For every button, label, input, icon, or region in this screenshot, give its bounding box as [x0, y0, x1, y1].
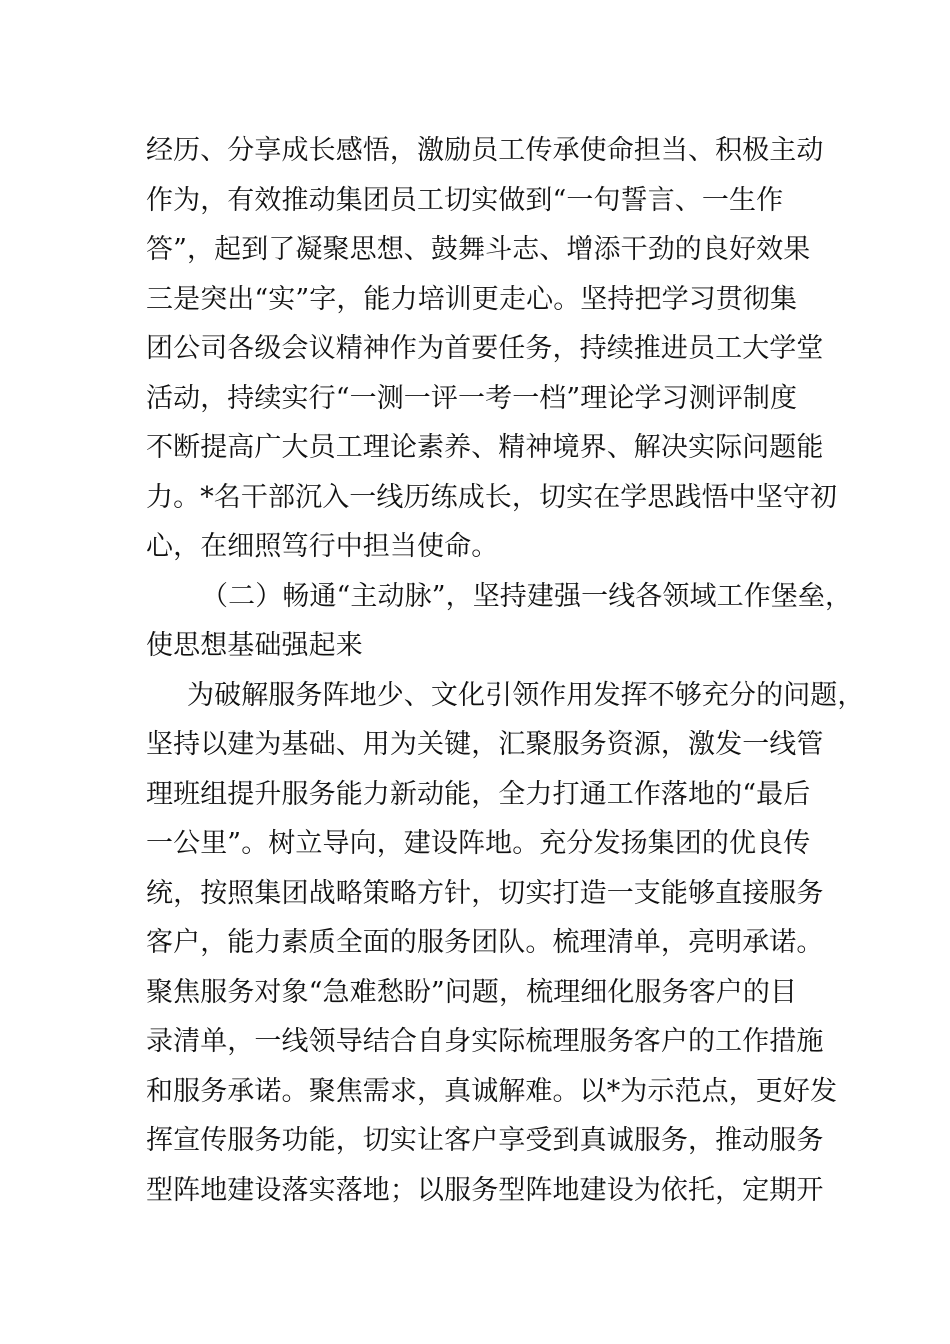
- text-line-8: 力。*名干部沉入一线历练成长，切实在学思践悟中坚守初: [146, 482, 838, 513]
- section-heading-line-2: 使思想基础强起来: [146, 630, 363, 661]
- text-line-1: 经历、分享成长感悟，激励员工传承使命担当、积极主动: [146, 135, 824, 166]
- text-line-16: 统，按照集团战略策略方针，切实打造一支能够直接服务: [146, 878, 824, 909]
- text-line-2: 作为，有效推动集团员工切实做到“一句誓言、一生作: [146, 185, 784, 216]
- text-line-13: 坚持以建为基础、用为关键，汇聚服务资源，激发一线管: [146, 729, 824, 760]
- text-line-19: 录清单，一线领导结合自身实际梳理服务客户的工作措施: [146, 1026, 824, 1057]
- text-line-14: 理班组提升服务能力新动能，全力打通工作落地的“最后: [146, 779, 811, 810]
- text-line-18: 聚焦服务对象“急难愁盼”问题，梳理细化服务客户的目: [146, 977, 798, 1008]
- text-line-7: 不断提高广大员工理论素养、精神境界、解决实际问题能: [146, 432, 824, 463]
- text-line-9: 心，在细照笃行中担当使命。: [146, 531, 499, 562]
- text-line-21: 挥宣传服务功能，切实让客户享受到真诚服务，推动服务: [146, 1125, 824, 1156]
- text-line-17: 客户，能力素质全面的服务团队。梳理清单，亮明承诺。: [146, 927, 824, 958]
- text-line-3: 答”，起到了凝聚思想、鼓舞斗志、增添干劲的良好效果: [146, 234, 811, 265]
- text-line-12: 为破解服务阵地少、文化引领作用发挥不够充分的问题，: [187, 680, 865, 711]
- text-line-4: 三是突出“实”字，能力培训更走心。坚持把学习贯彻集: [146, 284, 798, 315]
- text-line-22: 型阵地建设落实落地；以服务型阵地建设为依托，定期开: [146, 1175, 824, 1206]
- section-heading-line-1: （二）畅通“主动脉”，坚持建强一线各领域工作堡垒，: [201, 581, 853, 612]
- text-line-20: 和服务承诺。聚焦需求，真诚解难。以*为示范点，更好发: [146, 1076, 838, 1107]
- text-line-5: 团公司各级会议精神作为首要任务，持续推进员工大学堂: [146, 333, 824, 364]
- text-line-15: 一公里”。树立导向，建设阵地。充分发扬集团的优良传: [146, 828, 811, 859]
- text-line-6: 活动，持续实行“一测一评一考一档”理论学习测评制度: [146, 383, 798, 414]
